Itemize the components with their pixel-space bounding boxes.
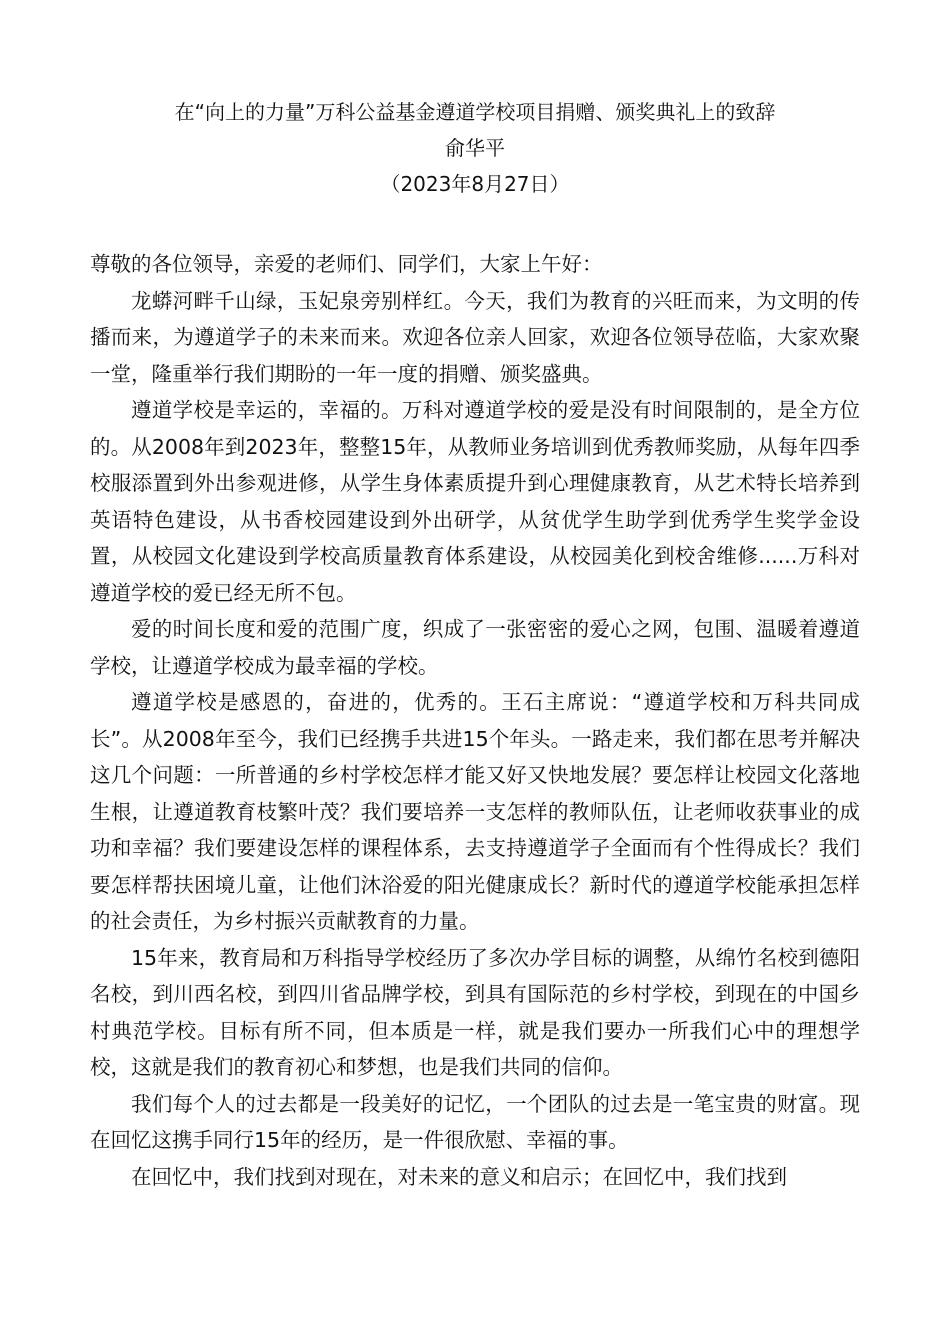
paragraph: 爱的时间长度和爱的范围广度，织成了一张密密的爱心之网，包围、温暖着遵道学校，让遵道学校成为最幸福的学校。 — [90, 617, 860, 678]
paragraph: 15年来，教育局和万科指导学校经历了多次办学目标的调整，从绵竹名校到德阳名校，到川西名校，到四川省品牌学校，到具有国际范的乡村学校，到现在的中国乡村典范学校。目标有所不同，但本质是一样，就是我们要办一所我们心中的理想学校，这就是我们的教育初心和梦想，也是我们共同的信仰。 — [90, 945, 860, 1079]
author-name: 俞华平 — [445, 136, 505, 160]
document-page — [90, 94, 860, 1195]
paragraph: 遵道学校是幸运的，幸福的。万科对遵道学校的爱是没有时间限制的，是全方位的。从2008年到2023年，整整15年，从教师业务培训到优秀教师奖励，从每年四季校服添置到外出参观进修，从学生身体素质提升到心理健康教育，从艺术特长培养到英语特色建设，从书香校园建设到外出研学，从贫优学生助学到优秀学生奖学金设置，从校园文化建设到学校高质量教育体系建设，从校园美化到校舍维修......万科对遵道学校的爱已经无所不包。 — [90, 398, 860, 605]
salutation: 尊敬的各位领导，亲爱的老师们、同学们，大家上午好： — [90, 252, 603, 276]
document-date: （2023年8月27日） — [380, 172, 570, 196]
paragraph: 龙蟒河畔千山绿，玉妃泉旁别样红。今天，我们为教育的兴旺而来，为文明的传播而来，为遵道学子的未来而来。欢迎各位亲人回家，欢迎各位领导莅临，大家欢聚一堂，隆重举行我们期盼的一年一度的捐赠、颁奖盛典。 — [90, 288, 860, 386]
paragraph: 在回忆中，我们找到对现在，对未来的意义和启示；在回忆中，我们找到 — [131, 1164, 787, 1189]
document-title: 在“向上的力量”万科公益基金遵道学校项目捐赠、颁奖典礼上的致辞 — [174, 100, 776, 124]
paragraph: 我们每个人的过去都是一段美好的记忆，一个团队的过去是一笔宝贵的财富。现在回忆这携手同行15年的经历，是一件很欣慰、幸福的事。 — [90, 1091, 860, 1152]
paragraph: 遵道学校是感恩的，奋进的，优秀的。王石主席说：“遵道学校和万科共同成长”。从2008年至今，我们已经携手共进15个年头。一路走来，我们都在思考并解决这几个问题：一所普通的乡村学校怎样才能又好又快地发展？要怎样让校园文化落地生根，让遵道教育枝繁叶茂？我们要培养一支怎样的教师队伍，让老师收获事业的成功和幸福？我们要建设怎样的课程体系，去支持遵道学子全面而有个性得成长？我们要怎样帮扶困境儿童，让他们沐浴爱的阳光健康成长？新时代的遵道学校能承担怎样的社会责任，为乡村振兴贡献教育的力量。 — [90, 690, 860, 933]
